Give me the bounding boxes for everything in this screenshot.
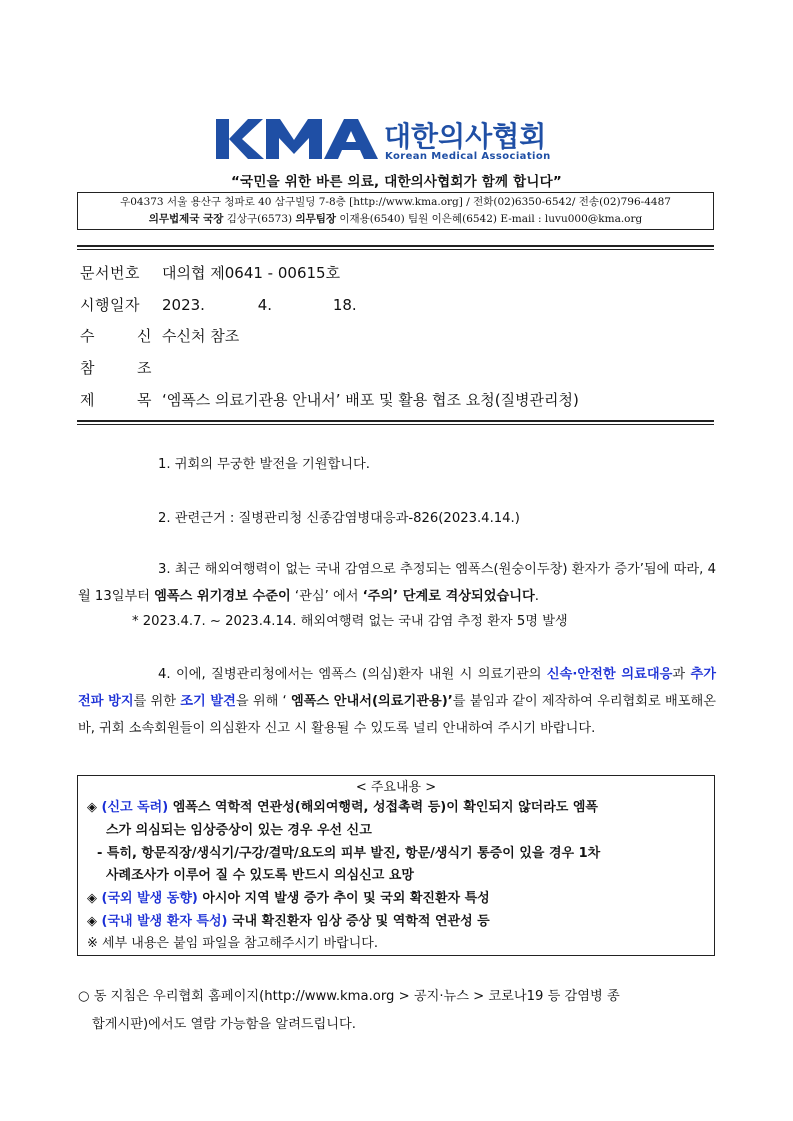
slogan: “국민을 위한 바른 의료, 대한의사협회가 함께 합니다” — [231, 174, 562, 190]
subject: ‘엠폭스 의료기관용 안내서’ 배포 및 활용 협조 요청(질병관리청) — [162, 391, 579, 409]
item3-tag: (국내 발생 환자 특성) — [101, 914, 228, 929]
p3-text-a: 3. 최근 해외여행력이 없는 국내 감염으로 추정되는 엠폭스(원숭이두창) 환자가 증가’됨에 따라, 4월 13일부터 — [78, 562, 716, 604]
contact-line — [78, 211, 713, 228]
address-line: 우04373 서울 용산구 청파로 40 삼구빌딩 7-8층 [http://www.kma.org] / 전화(02)6350-6542/ 전송(02)796-4487 — [120, 196, 671, 208]
p4-emph-response: 신속·안전한 의료대응 — [546, 667, 673, 682]
item2-tag: (국외 발생 동향) — [101, 891, 198, 906]
item2-text: 아시아 지역 발생 증가 추이 및 국외 확진환자 특성 — [202, 891, 490, 906]
date-day: 18. — [332, 296, 357, 314]
kma-logo — [216, 116, 576, 162]
footer-line-1: ○ 동 지침은 우리협회 홈페이지(http://www.kma.org > 공지·뉴스 > 코로나19 등 감염병 종 — [78, 989, 620, 1004]
meta-recipient — [80, 325, 239, 346]
dept-name: 김상구(6573) — [226, 213, 293, 225]
subject-label: 제 목 — [80, 391, 152, 409]
p4-text-c: 과 — [672, 667, 691, 682]
p4-emph-prevent: 추가 전파 방지 — [78, 667, 716, 709]
divider-meta — [77, 420, 714, 422]
summary-note: ※ 세부 내용은 붙임 파일을 참고해주시기 바랍니다. — [87, 936, 378, 951]
team-rest: 이재용(6540) 팀원 이은혜(6542) E-mail : luvu000@kma.org — [339, 213, 643, 225]
p4-text-e: 를 위한 — [133, 694, 181, 709]
date-label: 시행일자 — [80, 296, 140, 314]
p4-emph-early: 조기 발견 — [180, 694, 236, 709]
paragraph-3 — [78, 556, 716, 610]
team-label: 의무팀장 — [295, 213, 337, 225]
ref-label: 참 조 — [80, 359, 152, 377]
item1-tag: (신고 독려) — [101, 800, 169, 815]
meta-date — [80, 294, 357, 315]
p4-text-i: 를 붙임과 같이 제작하여 우리협회로 배포해온 바, 귀회 소속회원들이 의심환자 신고 시 활용될 수 있도록 널리 안내하여 주시기 바랍니다. — [78, 694, 716, 736]
doc-no: 대의협 제0641 - 00615호 — [162, 264, 341, 282]
paragraph-3-note — [132, 608, 722, 635]
summary-box — [77, 775, 715, 956]
p3-alert-raised: ‘주의’ 단계로 격상되었습니다 — [362, 589, 535, 604]
meta-ref — [80, 357, 162, 378]
paragraph-1 — [78, 451, 716, 478]
paragraph-4 — [78, 661, 716, 742]
divider-top — [77, 245, 714, 247]
summary-item-2 — [87, 889, 490, 909]
org-name-en: Korean Medical Association — [385, 151, 551, 162]
doc-no-label: 문서번호 — [80, 264, 140, 282]
item3-text: 국내 확진환자 임상 증상 및 역학적 연관성 등 — [232, 914, 490, 929]
recipient: 수신처 참조 — [162, 327, 240, 345]
meta-subject — [80, 389, 579, 410]
summary-item-3 — [87, 912, 490, 932]
summary-item-1-sub: - 특히, 항문직장/생식기/구강/결막/요도의 피부 발진, 항문/생식기 통증이 있을 경우 1차 — [97, 846, 601, 861]
p3-text-c: ‘관심’ 에서 — [290, 589, 363, 604]
p3-note-text: * 2023.4.7. ~ 2023.4.14. 해외여행력 없는 국내 감염 추정 환자 5명 발생 — [132, 614, 568, 629]
recipient-label: 수 신 — [80, 327, 152, 345]
summary-item-1-sub-cont: 사례조사가 이루어 질 수 있도록 반드시 의심신고 요망 — [106, 868, 414, 883]
footer-note — [78, 983, 718, 1039]
kma-logo-mark — [216, 119, 378, 159]
summary-item-1 — [87, 798, 598, 818]
p3-alert-level: 엠폭스 위기경보 수준이 — [154, 589, 291, 604]
contact-box — [77, 192, 714, 230]
date-year: 2023. — [162, 296, 205, 314]
p4-guide-title: 엠폭스 안내서(의료기관용)’ — [290, 694, 453, 709]
diamond-bullet-icon: ◈ — [87, 891, 102, 906]
p4-text-g: 을 위해 ‘ — [235, 694, 291, 709]
dept-label: 의무법제국 국장 — [148, 213, 224, 225]
date-month: 4. — [257, 296, 273, 314]
p3-period: . — [534, 589, 539, 604]
item1-text: 엠폭스 역학적 연관성(해외여행력, 성접촉력 등)이 확인되지 않더라도 엠폭 — [172, 800, 598, 815]
paragraph-2-text: 2. 관련근거 : 질병관리청 신종감염병대응과-826(2023.4.14.) — [158, 511, 520, 526]
summary-title: < 주요내용 > — [355, 780, 437, 795]
meta-doc-no — [80, 262, 340, 283]
org-name-kr: 대한의사협회 — [384, 120, 547, 153]
p4-text-a: 4. 이에, 질병관리청에서는 엠폭스 (의심)환자 내원 시 의료기관의 — [158, 667, 547, 682]
diamond-bullet-icon: ◈ — [87, 914, 102, 929]
paragraph-2 — [78, 505, 716, 532]
footer-line-2: 합게시판)에서도 열람 가능함을 알려드립니다. — [92, 1017, 356, 1032]
paragraph-1-text: 1. 귀회의 무궁한 발전을 기원합니다. — [158, 457, 370, 472]
summary-item-1-cont: 스가 의심되는 임상증상이 있는 경우 우선 신고 — [106, 823, 372, 838]
diamond-bullet-icon: ◈ — [87, 800, 102, 815]
